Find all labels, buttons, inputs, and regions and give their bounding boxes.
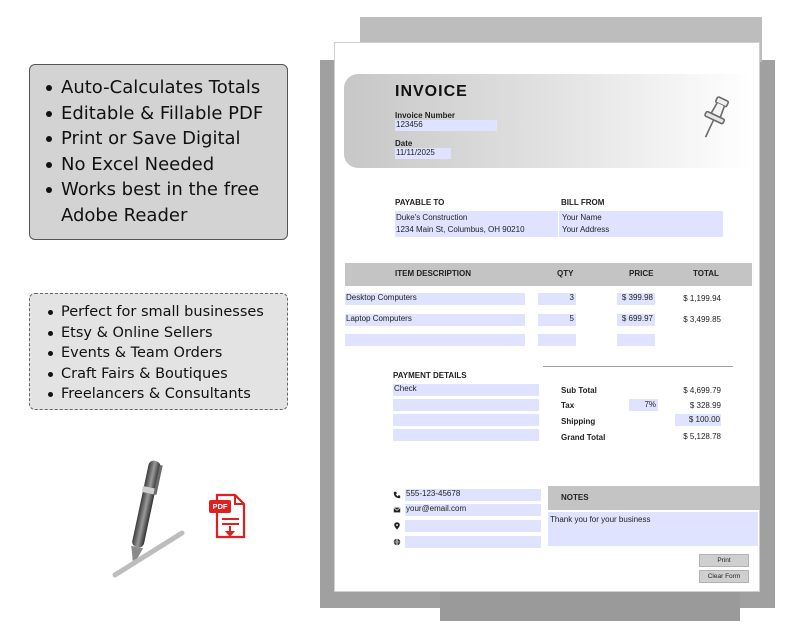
column-header-price: PRICE [629,269,654,278]
item-price-field[interactable]: $ 699.97 [617,314,655,326]
payable-to-address: 1234 Main St, Columbus, OH 90210 [396,225,525,234]
invoice-title: INVOICE [395,83,468,100]
item-description-field[interactable] [345,334,525,346]
invoice-number-label: Invoice Number [395,111,456,120]
audience-panel [29,293,288,410]
item-qty-field[interactable]: 5 [538,314,576,326]
phone-field[interactable]: 555-123-45678 [405,489,541,501]
location-pin-icon [393,522,401,530]
address-field[interactable] [405,520,541,532]
feature-item: Editable & Fillable PDF [44,101,287,127]
pushpin-icon [697,95,731,143]
date-field[interactable]: 11/11/2025 [395,148,451,159]
tax-label: Tax [561,401,575,410]
grand-total-label: Grand Total [561,433,606,442]
payment-details-label: PAYMENT DETAILS [393,371,467,380]
shipping-field[interactable]: $ 100.00 [675,414,721,426]
shipping-label: Shipping [561,417,596,426]
audience-item: Etsy & Online Sellers [46,323,287,344]
invoice-number-field[interactable]: 123456 [395,120,497,131]
item-description-field[interactable]: Laptop Computers [345,314,525,326]
item-qty-field[interactable] [538,334,576,346]
bill-from-field[interactable] [559,211,723,237]
tax-rate-field[interactable]: 7% [629,399,658,411]
item-total: $ 1,199.94 [683,294,721,303]
payment-detail-field[interactable] [393,429,539,441]
item-total: $ 3,499.85 [683,315,721,324]
invoice-page [334,42,760,592]
notes-field[interactable]: Thank you for your business [548,512,758,546]
globe-icon [393,538,401,546]
column-header-total: TOTAL [693,269,719,278]
pen-icon [100,455,190,580]
payment-detail-field[interactable] [393,414,539,426]
payable-to-field[interactable] [395,211,558,237]
item-description-field[interactable]: Desktop Computers [345,293,525,305]
feature-item: Works best in the free Adobe Reader [44,177,269,228]
notes-label: NOTES [561,493,589,502]
divider [543,366,733,367]
website-field[interactable] [405,536,541,548]
print-button[interactable]: Print [699,554,749,567]
date-label: Date [395,139,413,148]
bill-from-address: Your Address [562,225,610,234]
item-qty-field[interactable]: 3 [538,293,576,305]
payable-to-label: PAYABLE TO [395,198,445,207]
email-icon [393,506,401,514]
audience-item: Craft Fairs & Boutiques [46,364,287,385]
tax-value: $ 328.99 [689,401,721,410]
feature-item: Print or Save Digital [44,126,287,152]
audience-item: Freelancers & Consultants [46,384,287,405]
feature-item: No Excel Needed [44,152,287,178]
audience-item: Perfect for small businesses [46,302,287,323]
item-price-field[interactable] [617,334,655,346]
pdf-file-icon [207,493,247,539]
clear-form-button[interactable]: Clear Form [699,570,749,583]
email-field[interactable]: your@email.com [405,504,541,516]
audience-item: Events & Team Orders [46,343,287,364]
item-price-field[interactable]: $ 399.98 [617,293,655,305]
bill-from-label: BILL FROM [561,198,605,207]
feature-item: Auto-Calculates Totals [44,75,287,101]
payment-detail-field[interactable] [393,399,539,411]
payable-to-name: Duke's Construction [396,213,468,222]
bill-from-name: Your Name [562,213,602,222]
subtotal-value: $ 4,699.79 [683,386,721,395]
pdf-badge-label: PDF [212,502,228,511]
subtotal-label: Sub Total [561,386,597,395]
column-header-description: ITEM DESCRIPTION [395,269,472,278]
grand-total-value: $ 5,128.78 [683,432,721,441]
payment-method-field[interactable]: Check [393,384,539,396]
features-panel [29,64,288,240]
phone-icon [393,491,401,499]
column-header-qty: QTY [557,269,574,278]
